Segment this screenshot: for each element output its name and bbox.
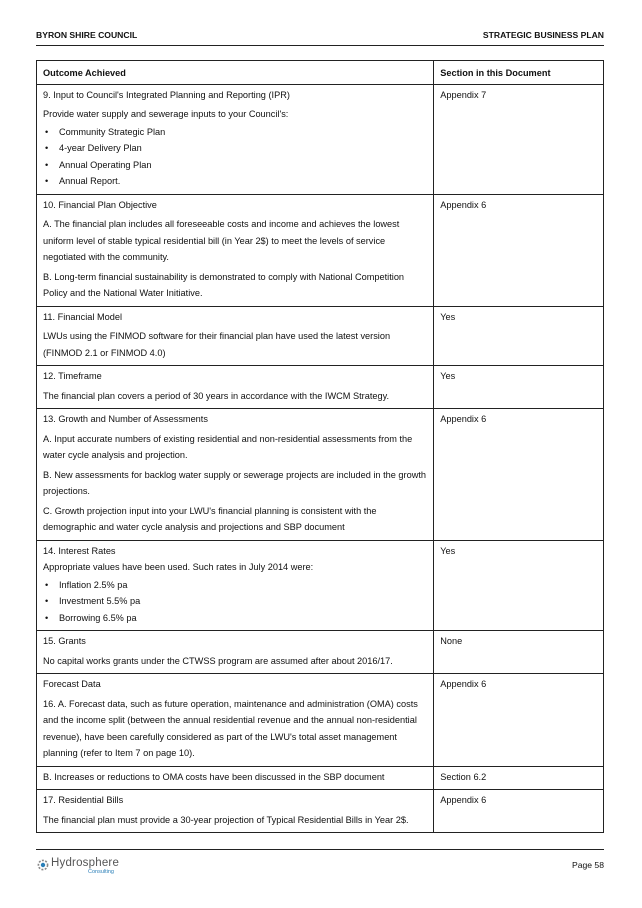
table-header-row	[37, 61, 604, 85]
list-item: • Community Strategic Plan	[59, 124, 427, 141]
table-row	[37, 306, 604, 366]
row-title: 15. Grants	[43, 636, 86, 646]
col-header-section: Section in this Document	[434, 61, 604, 85]
header-divider	[36, 45, 604, 46]
outcome-cell	[37, 631, 434, 674]
row-title: 11. Financial Model	[43, 311, 122, 322]
row-title: 10. Financial Plan Objective	[43, 199, 157, 210]
row-title: 13. Growth and Number of Assessments	[43, 414, 208, 424]
row-title: 14. Interest Rates	[43, 545, 116, 556]
row-text: The financial plan must provide a 30-year projection of Typical Residential Bills in Year 2$.	[43, 814, 409, 825]
outcome-cell	[37, 409, 434, 541]
header-document-title: STRATEGIC BUSINESS PLAN	[482, 30, 604, 40]
page-number: Page 58	[571, 860, 604, 870]
outcome-cell	[37, 366, 434, 409]
section-cell: Yes	[434, 540, 604, 631]
page-header	[36, 30, 604, 46]
row-text: 16. A. Forecast data, such as future operation, maintenance and administration (OMA) costs and the income split (between the annual residential revenue and the annual non-residential revenue), have been carefully considered as part of the LWU's total asset management planning (refer to Item 7 on page 10).	[43, 698, 418, 758]
row-paragraph: A. The financial plan includes all foreseeable costs and income and achieves the lowest uniform level of stable typical residential bill (in Year 2$) to meet the levels of service negotiated with the community.	[43, 219, 400, 262]
row-title: Forecast Data	[43, 679, 101, 689]
section-cell: Appendix 6	[434, 674, 604, 767]
list-item: • Annual Operating Plan	[59, 157, 427, 174]
row-title: 9. Input to Council's Integrated Planning and Reporting (IPR)	[43, 89, 290, 100]
header-council-name: BYRON SHIRE COUNCIL	[36, 30, 138, 40]
table-row	[37, 766, 604, 790]
section-cell: Section 6.2	[434, 766, 604, 790]
logo-name: Hydrosphere	[51, 857, 120, 869]
outcomes-table	[36, 60, 604, 833]
table-row	[37, 540, 604, 631]
table-row	[37, 790, 604, 833]
row-text: LWUs using the FINMOD software for their financial plan have used the latest version (FINMOD 2.1 or FINMOD 4.0)	[43, 331, 391, 358]
section-cell: None	[434, 631, 604, 674]
table-row	[37, 194, 604, 306]
section-cell: Appendix 7	[434, 84, 604, 194]
row-title: 12. Timeframe	[43, 371, 102, 381]
list-item: • 4-year Delivery Plan	[59, 140, 427, 157]
row-text: Appropriate values have been used. Such rates in July 2014 were:	[43, 562, 314, 572]
bullet-list	[43, 577, 427, 627]
outcome-cell	[37, 674, 434, 767]
section-cell: Appendix 6	[434, 409, 604, 541]
table-row	[37, 409, 604, 541]
bullet-list	[43, 124, 427, 190]
list-item: • Annual Report.	[59, 173, 427, 190]
hydrosphere-logo	[36, 856, 156, 876]
row-paragraph: B. Long-term financial sustainability is demonstrated to comply with National Competition Policy and the National Water Initiative.	[43, 271, 405, 298]
section-cell: Yes	[434, 306, 604, 366]
outcome-cell	[37, 306, 434, 366]
section-cell: Appendix 6	[434, 790, 604, 833]
row-paragraph: A. Input accurate numbers of existing residential and non-residential assessments from the water cycle analysis and projection.	[43, 433, 413, 460]
list-item: • Investment 5.5% pa	[59, 593, 427, 610]
table-row	[37, 631, 604, 674]
footer-divider	[36, 849, 604, 850]
table-row	[37, 84, 604, 194]
outcome-cell	[37, 194, 434, 306]
outcome-cell	[37, 84, 434, 194]
outcome-cell	[37, 540, 434, 631]
row-text: Provide water supply and sewerage inputs to your Council's:	[43, 109, 289, 119]
section-cell: Appendix 6	[434, 194, 604, 306]
outcome-cell: B. Increases or reductions to OMA costs have been discussed in the SBP document	[37, 766, 434, 790]
table-row	[37, 674, 604, 767]
section-cell: Yes	[434, 366, 604, 409]
row-text: The financial plan covers a period of 30 years in accordance with the IWCM Strategy.	[43, 390, 390, 401]
row-paragraph: B. New assessments for backlog water supply or sewerage projects are included in the growth projections.	[43, 469, 426, 496]
outcome-cell	[37, 790, 434, 833]
list-item: • Borrowing 6.5% pa	[59, 610, 427, 627]
col-header-outcome: Outcome Achieved	[37, 61, 434, 85]
list-item: • Inflation 2.5% pa	[59, 577, 427, 594]
row-title: 17. Residential Bills	[43, 795, 124, 805]
table-row	[37, 366, 604, 409]
logo-subtitle: Consulting	[88, 869, 114, 875]
row-paragraph: C. Growth projection input into your LWU's financial planning is consistent with the demographic and water cycle analysis and projections and SBP document	[43, 505, 377, 532]
row-text: No capital works grants under the CTWSS program are assumed after about 2016/17.	[43, 655, 393, 666]
hydrosphere-gear-icon	[36, 858, 50, 872]
